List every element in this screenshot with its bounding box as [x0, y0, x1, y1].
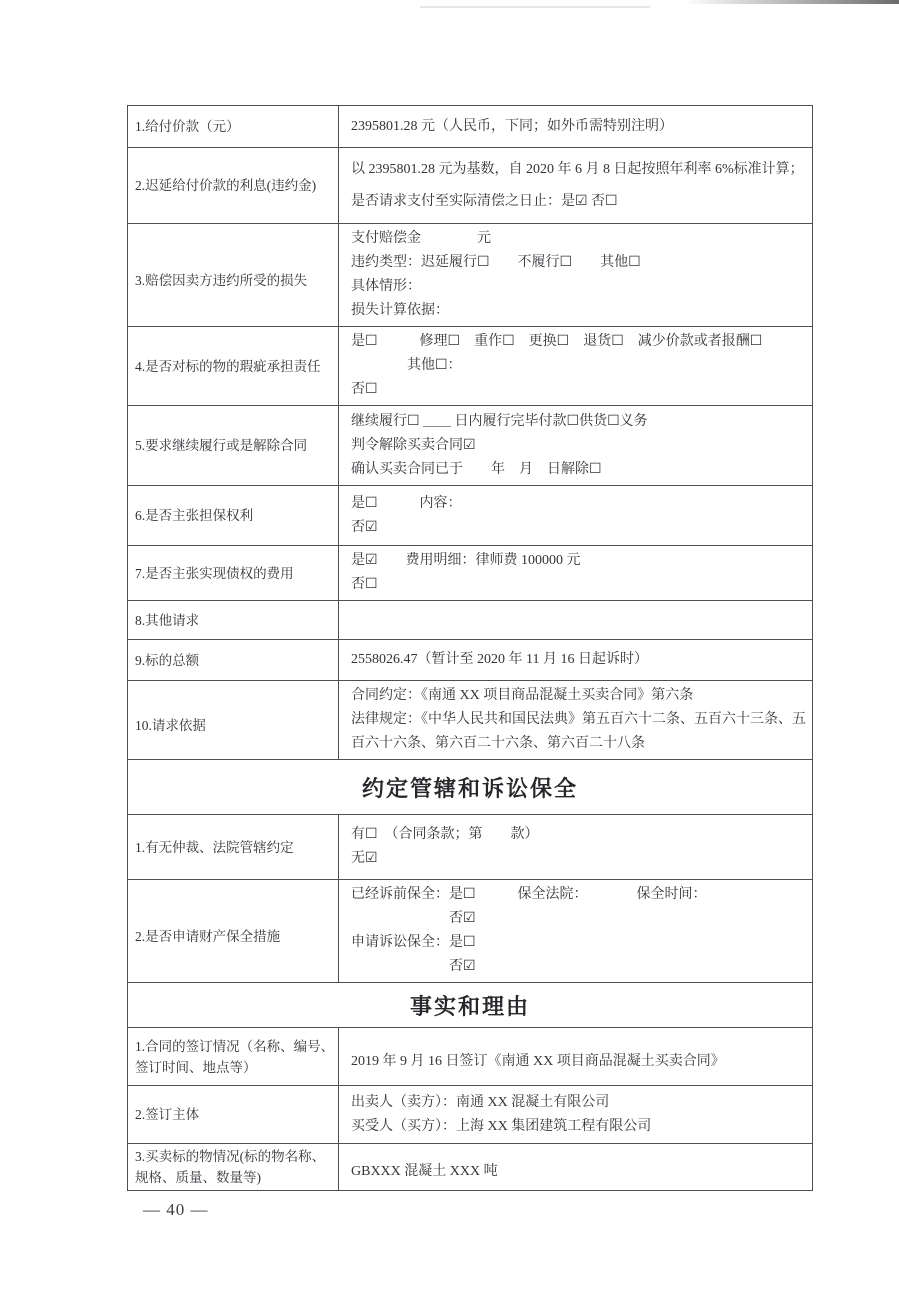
row-content [339, 640, 813, 681]
content-line: 已经诉前保全：是☐ 保全法院： 保全时间： [351, 887, 707, 902]
row-content [339, 327, 813, 406]
page-number: — 40 — [143, 1200, 209, 1219]
row-content [339, 815, 813, 880]
content-line: 否☑ [351, 519, 378, 535]
content-line: 否☐ [351, 577, 378, 592]
content-line: 否☑ [351, 911, 476, 926]
content-line: 是☑ 费用明细：律师费 100000 元 [351, 553, 581, 568]
section-header-row [128, 983, 813, 1028]
content-line: 有☐ （合同条款；第 款） [351, 827, 539, 842]
row-label: 2.迟延给付价款的利息(违约金) [128, 148, 339, 224]
content-line: 是否请求支付至实际清偿之日止：是☑ 否☐ [351, 193, 618, 209]
content-line: GBXXX 混凝土 XXX 吨 [351, 1164, 498, 1179]
table-row [128, 1144, 813, 1191]
row-label: 9.标的总额 [128, 640, 339, 681]
table-row [128, 815, 813, 880]
table-row [128, 681, 813, 760]
row-label: 3.买卖标的物情况(标的物名称、规格、质量、数量等) [128, 1144, 339, 1191]
content-line: 2395801.28 元（人民币，下同；如外币需特别注明） [351, 118, 673, 134]
table-row [128, 327, 813, 406]
table-row [128, 1028, 813, 1086]
row-label: 8.其他请求 [128, 601, 339, 640]
row-label: 5.要求继续履行或是解除合同 [128, 406, 339, 486]
row-label: 10.请求依据 [128, 681, 339, 760]
table-row [128, 640, 813, 681]
claim-form-table [127, 105, 813, 1191]
content-line: 是☐ 内容： [351, 495, 462, 511]
table-row [128, 224, 813, 327]
section-title-jurisdiction: 约定管辖和诉讼保全 [128, 760, 813, 815]
content-line: 买受人（买方）：上海 XX 集团建筑工程有限公司 [351, 1118, 652, 1134]
content-line: 否☑ [351, 959, 476, 974]
table-row [128, 880, 813, 983]
scan-edge-artifact [684, 0, 899, 4]
content-line: 2558026.47（暂计至 2020 年 11 月 16 日起诉时） [351, 652, 648, 667]
content-line: 其他☐： [351, 358, 462, 373]
row-label: 2.签订主体 [128, 1086, 339, 1144]
row-label: 7.是否主张实现债权的费用 [128, 546, 339, 601]
row-label: 1.合同的签订情况（名称、编号、签订时间、地点等） [128, 1028, 339, 1086]
row-content [339, 148, 813, 224]
content-line: 无☑ [351, 851, 378, 866]
table-row [128, 1086, 813, 1144]
row-label: 3.赔偿因卖方违约所受的损失 [128, 224, 339, 327]
row-content [339, 546, 813, 601]
table-row [128, 601, 813, 640]
row-label: 1.有无仲裁、法院管辖约定 [128, 815, 339, 880]
row-content [339, 224, 813, 327]
row-content [339, 1086, 813, 1144]
content-line: 判令解除买卖合同☑ [351, 437, 476, 453]
table-row [128, 148, 813, 224]
content-line: 以 2395801.28 元为基数，自 2020 年 6 月 8 日起按照年利率 6%标准计算； [351, 161, 804, 177]
section-title-facts: 事实和理由 [128, 983, 813, 1028]
row-content [339, 1028, 813, 1086]
row-label: 2.是否申请财产保全措施 [128, 880, 339, 983]
content-line: 法律规定：《中华人民共和国民法典》第五百六十二条、五百六十三条、五百六十六条、第六百二十六条、第六百二十八条 [351, 712, 806, 751]
table-row [128, 546, 813, 601]
content-line: 出卖人（卖方）：南通 XX 混凝土有限公司 [351, 1094, 610, 1110]
row-label: 1.给付价款（元） [128, 106, 339, 148]
table-row [128, 486, 813, 546]
content-line: 损失计算依据： [351, 303, 449, 318]
content-line: 违约类型：迟延履行☐ 不履行☐ 其他☐ [351, 255, 641, 270]
row-content [339, 106, 813, 148]
row-label: 4.是否对标的物的瑕疵承担责任 [128, 327, 339, 406]
content-line: 否☐ [351, 382, 378, 397]
row-content [339, 406, 813, 486]
content-line: 确认买卖合同已于 年 月 日解除☐ [351, 461, 602, 477]
row-content [339, 601, 813, 640]
content-line: 2019 年 9 月 16 日签订《南通 XX 项目商品混凝土买卖合同》 [351, 1053, 725, 1069]
row-content [339, 1144, 813, 1191]
table-row [128, 106, 813, 148]
row-content [339, 681, 813, 760]
row-content [339, 486, 813, 546]
content-line: 支付赔偿金 元 [351, 231, 491, 246]
content-line: 申请诉讼保全：是☐ [351, 935, 476, 950]
content-line: 合同约定：《南通 XX 项目商品混凝土买卖合同》第六条 [351, 688, 694, 703]
content-line: 是☐ 修理☐ 重作☐ 更换☐ 退货☐ 减少价款或者报酬☐ [351, 334, 763, 349]
table-row [128, 406, 813, 486]
content-line: 具体情形： [351, 279, 421, 294]
scan-smudge-artifact [420, 6, 650, 8]
row-label: 6.是否主张担保权利 [128, 486, 339, 546]
row-content [339, 880, 813, 983]
content-line: 继续履行☐ ＿＿ 日内履行完毕付款☐供货☐义务 [351, 413, 648, 429]
section-header-row [128, 760, 813, 815]
